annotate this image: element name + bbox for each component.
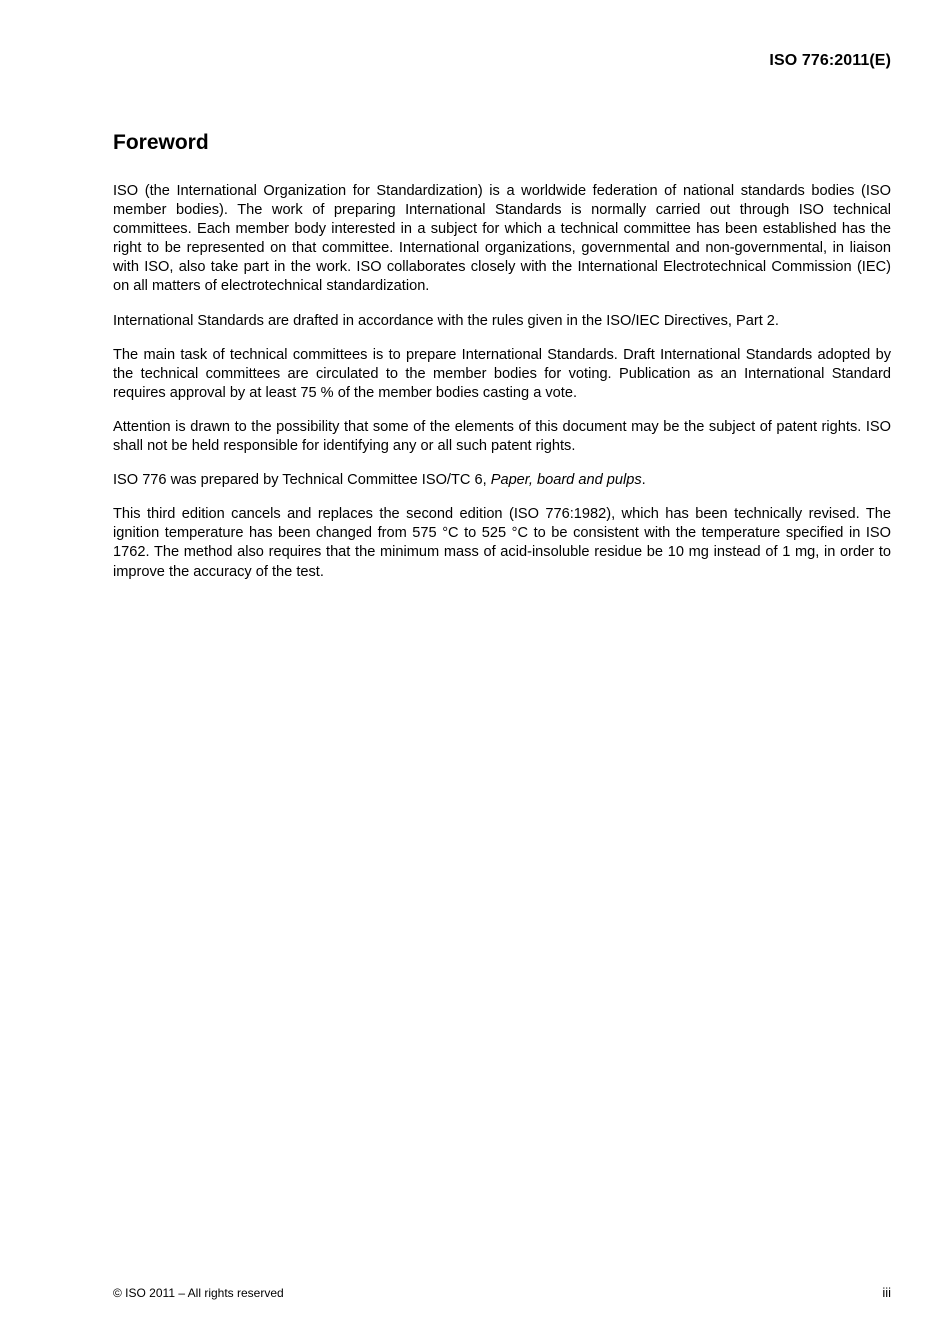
paragraph-prepared-by [113,471,891,490]
copyright-notice: © ISO 2011 – All rights reserved [113,1286,284,1300]
paragraph-committee-task: The main task of technical committees is to prepare International Standards. Draft International Standards adopted by the technical committees are circulated to the member bodies for voting. Publication as an International Standard requires approval by at least 75 % of the member bodies casting a vote. [113,346,891,401]
paragraph-edition-revision: This third edition cancels and replaces the second edition (ISO 776:1982), which has been technically revised. The ignition temperature has been changed from 575 °C to 525 °C to be consistent with the temperature specified in ISO 1762. The method also requires that the minimum mass of acid-insoluble residue be 10 mg instead of 1 mg, in order to improve the accuracy of the test. [113,506,891,580]
prepared-by-end: . [641,472,646,489]
page-number: iii [882,1285,891,1300]
document-identifier: ISO 776:2011(E) [769,52,891,69]
prepared-by-text: ISO 776 was prepared by Technical Committee ISO/TC 6, [113,472,491,489]
foreword-body [113,182,891,582]
committee-name: Paper, board and pulps [490,472,642,489]
paragraph-directives: International Standards are drafted in accordance with the rules given in the ISO/IEC Directives, Part 2. [113,312,779,329]
paragraph-iso-intro: ISO (the International Organization for Standardization) is a worldwide federation of national standards bodies (ISO member bodies). The work of preparing International Standards is normally carried out through ISO technical committees. Each member body interested in a subject for which a technical committee has been established has the right to be represented on that committee. International organizations, governmental and non-governmental, in liaison with ISO, also take part in the work. ISO collaborates closely with the International Electrotechnical Commission (IEC) on all matters of electrotechnical standardization. [113,183,891,295]
page-title: Foreword [113,131,209,154]
paragraph-patent-rights: Attention is drawn to the possibility that some of the elements of this document may be the subject of patent rights. ISO shall not be held responsible for identifying any or all such patent rights. [113,418,891,455]
